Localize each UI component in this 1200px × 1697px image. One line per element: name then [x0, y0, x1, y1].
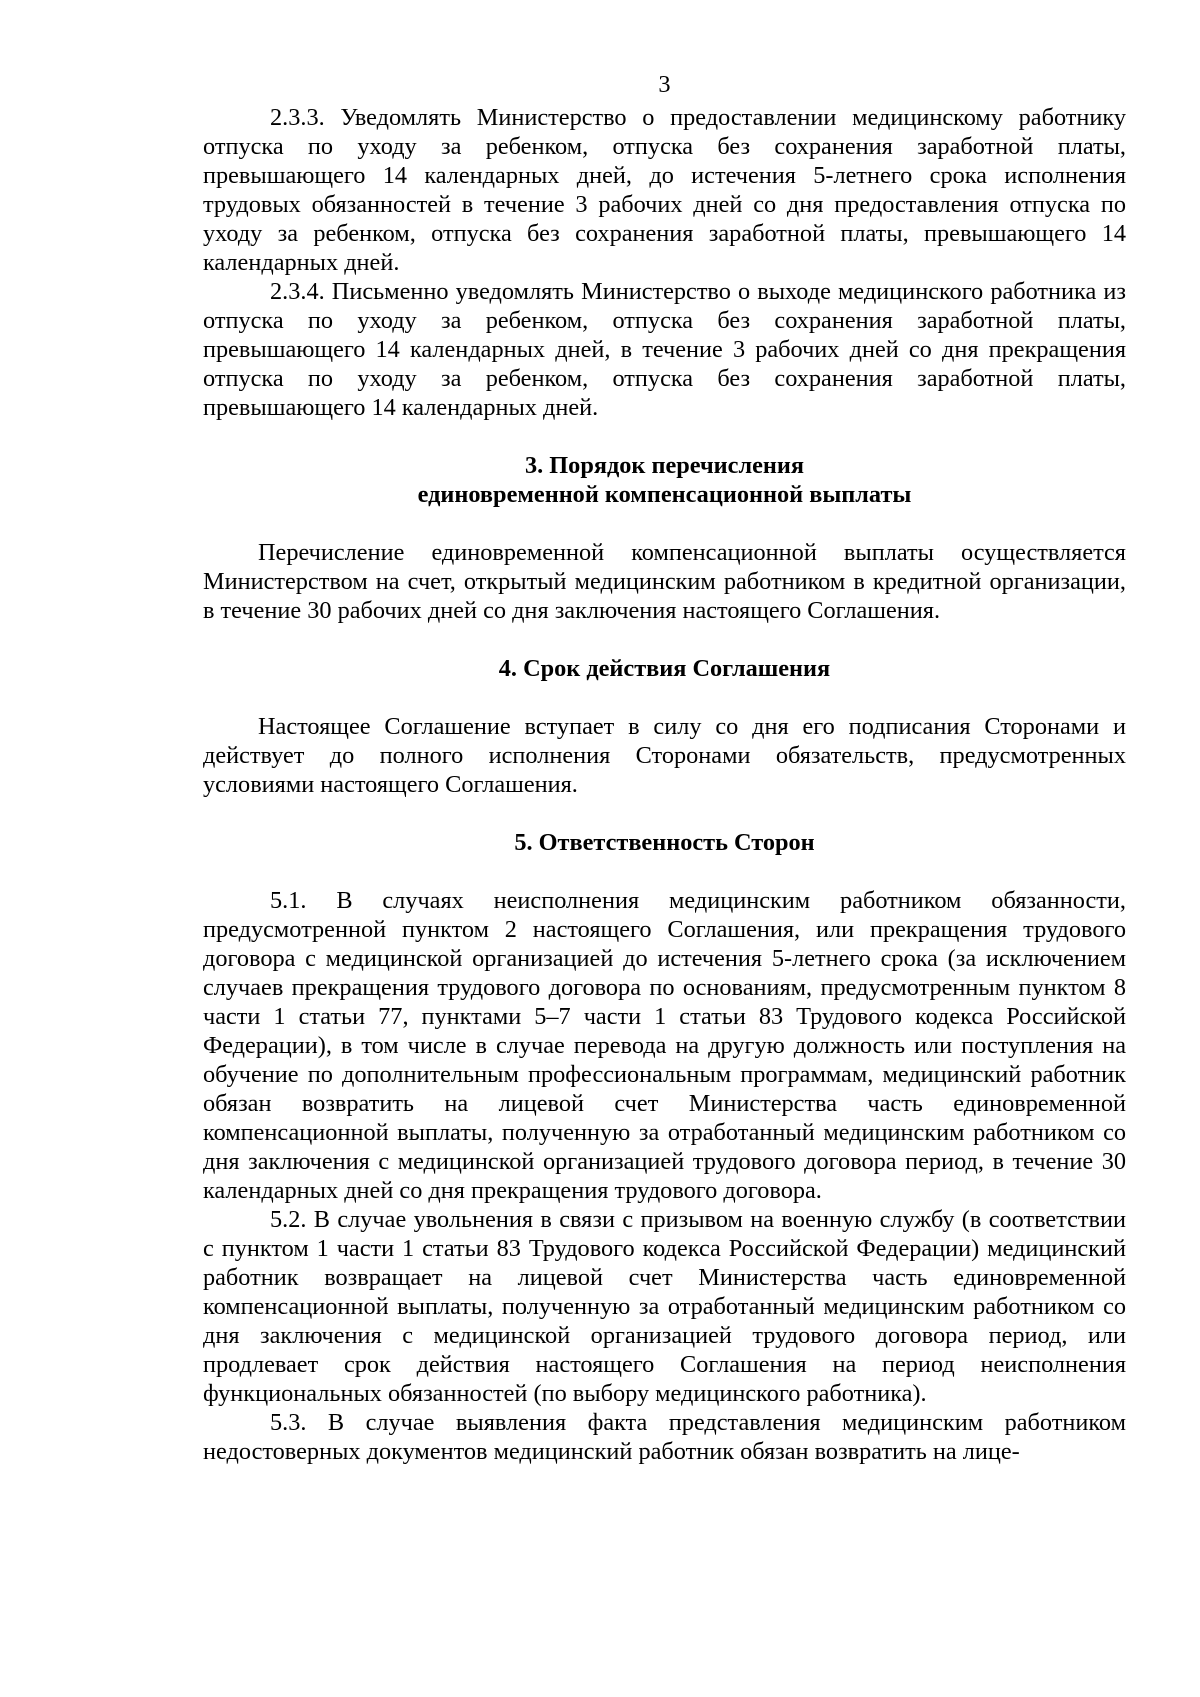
section-heading-5: 5. Ответственность Сторон	[514, 829, 815, 856]
section-heading-3-line-1: 3. Порядок перечисления	[524, 452, 805, 479]
paragraph-5-2: 5.2. В случае увольнения в связи с призывом на военную службу (в соответствии с пунктом 1 части 1 статьи 83 Трудового кодекса Российской Федерации) медицинский работник возвращает на лицевой счет Министерства часть единовременной компенсационной выплаты, полученную за отработанный медицинским работником со дня заключения с медицинской организацией трудового договора период, или продлевает срок действия настоящего Соглашения на период неисполнения функциональных обязанностей (по выбору медицинского работника).	[203, 1206, 1126, 1407]
paragraph-5-3: 5.3. В случае выявления факта представления медицинским работником недостоверных документов медицинский работник обязан возвратить на лице-	[203, 1409, 1126, 1465]
paragraph-2-3-4: 2.3.4. Письменно уведомлять Министерство о выходе медицинского работника из отпуска по уходу за ребенком, отпуска без сохранения заработной платы, превышающего 14 календарных дней, в течение 3 рабочих дней со дня прекращения отпуска по уходу за ребенком, отпуска без сохранения заработной платы, превышающего 14 календарных дней.	[203, 278, 1126, 421]
paragraph-2-3-3: 2.3.3. Уведомлять Министерство о предоставлении медицинскому работнику отпуска по уходу за ребенком, отпуска без сохранения заработной платы, превышающего 14 календарных дней, до истечения 5-летнего срока исполнения трудовых обязанностей в течение 3 рабочих дней со дня предоставления отпуска по уходу за ребенком, отпуска без сохранения заработной платы, превышающего 14 календарных дней.	[203, 104, 1126, 276]
section-heading-3	[203, 451, 1126, 509]
section-heading-4: 4. Срок действия Соглашения	[498, 655, 831, 682]
document-page	[203, 70, 1126, 1466]
page-number: 3	[658, 71, 671, 98]
paragraph-3: Перечисление единовременной компенсационной выплаты осуществляется Министерством на счет, открытый медицинским работником в кредитной организации, в течение 30 рабочих дней со дня заключения настоящего Соглашения.	[203, 539, 1126, 624]
paragraph-4: Настоящее Соглашение вступает в силу со дня его подписания Сторонами и действует до полного исполнения Сторонами обязательств, предусмотренных условиями настоящего Соглашения.	[203, 713, 1126, 798]
section-heading-3-line-2: единовременной компенсационной выплаты	[417, 481, 912, 508]
paragraph-5-1: 5.1. В случаях неисполнения медицинским работником обязанности, предусмотренной пунктом 2 настоящего Соглашения, или прекращения трудового договора с медицинской организацией до истечения 5-летнего срока (за исключением случаев прекращения трудового договора по основаниям, предусмотренным пунктом 8 части 1 статьи 77, пунктами 5–7 части 1 статьи 83 Трудового кодекса Российской Федерации), в том числе в случае перевода на другую должность или поступления на обучение по дополнительным профессиональным программам, медицинский работник обязан возвратить на лицевой счет Министерства часть единовременной компенсационной выплаты, полученную за отработанный медицинским работником со дня заключения с медицинской организацией трудового договора период, в течение 30 календарных дней со дня прекращения трудового договора.	[203, 887, 1126, 1204]
